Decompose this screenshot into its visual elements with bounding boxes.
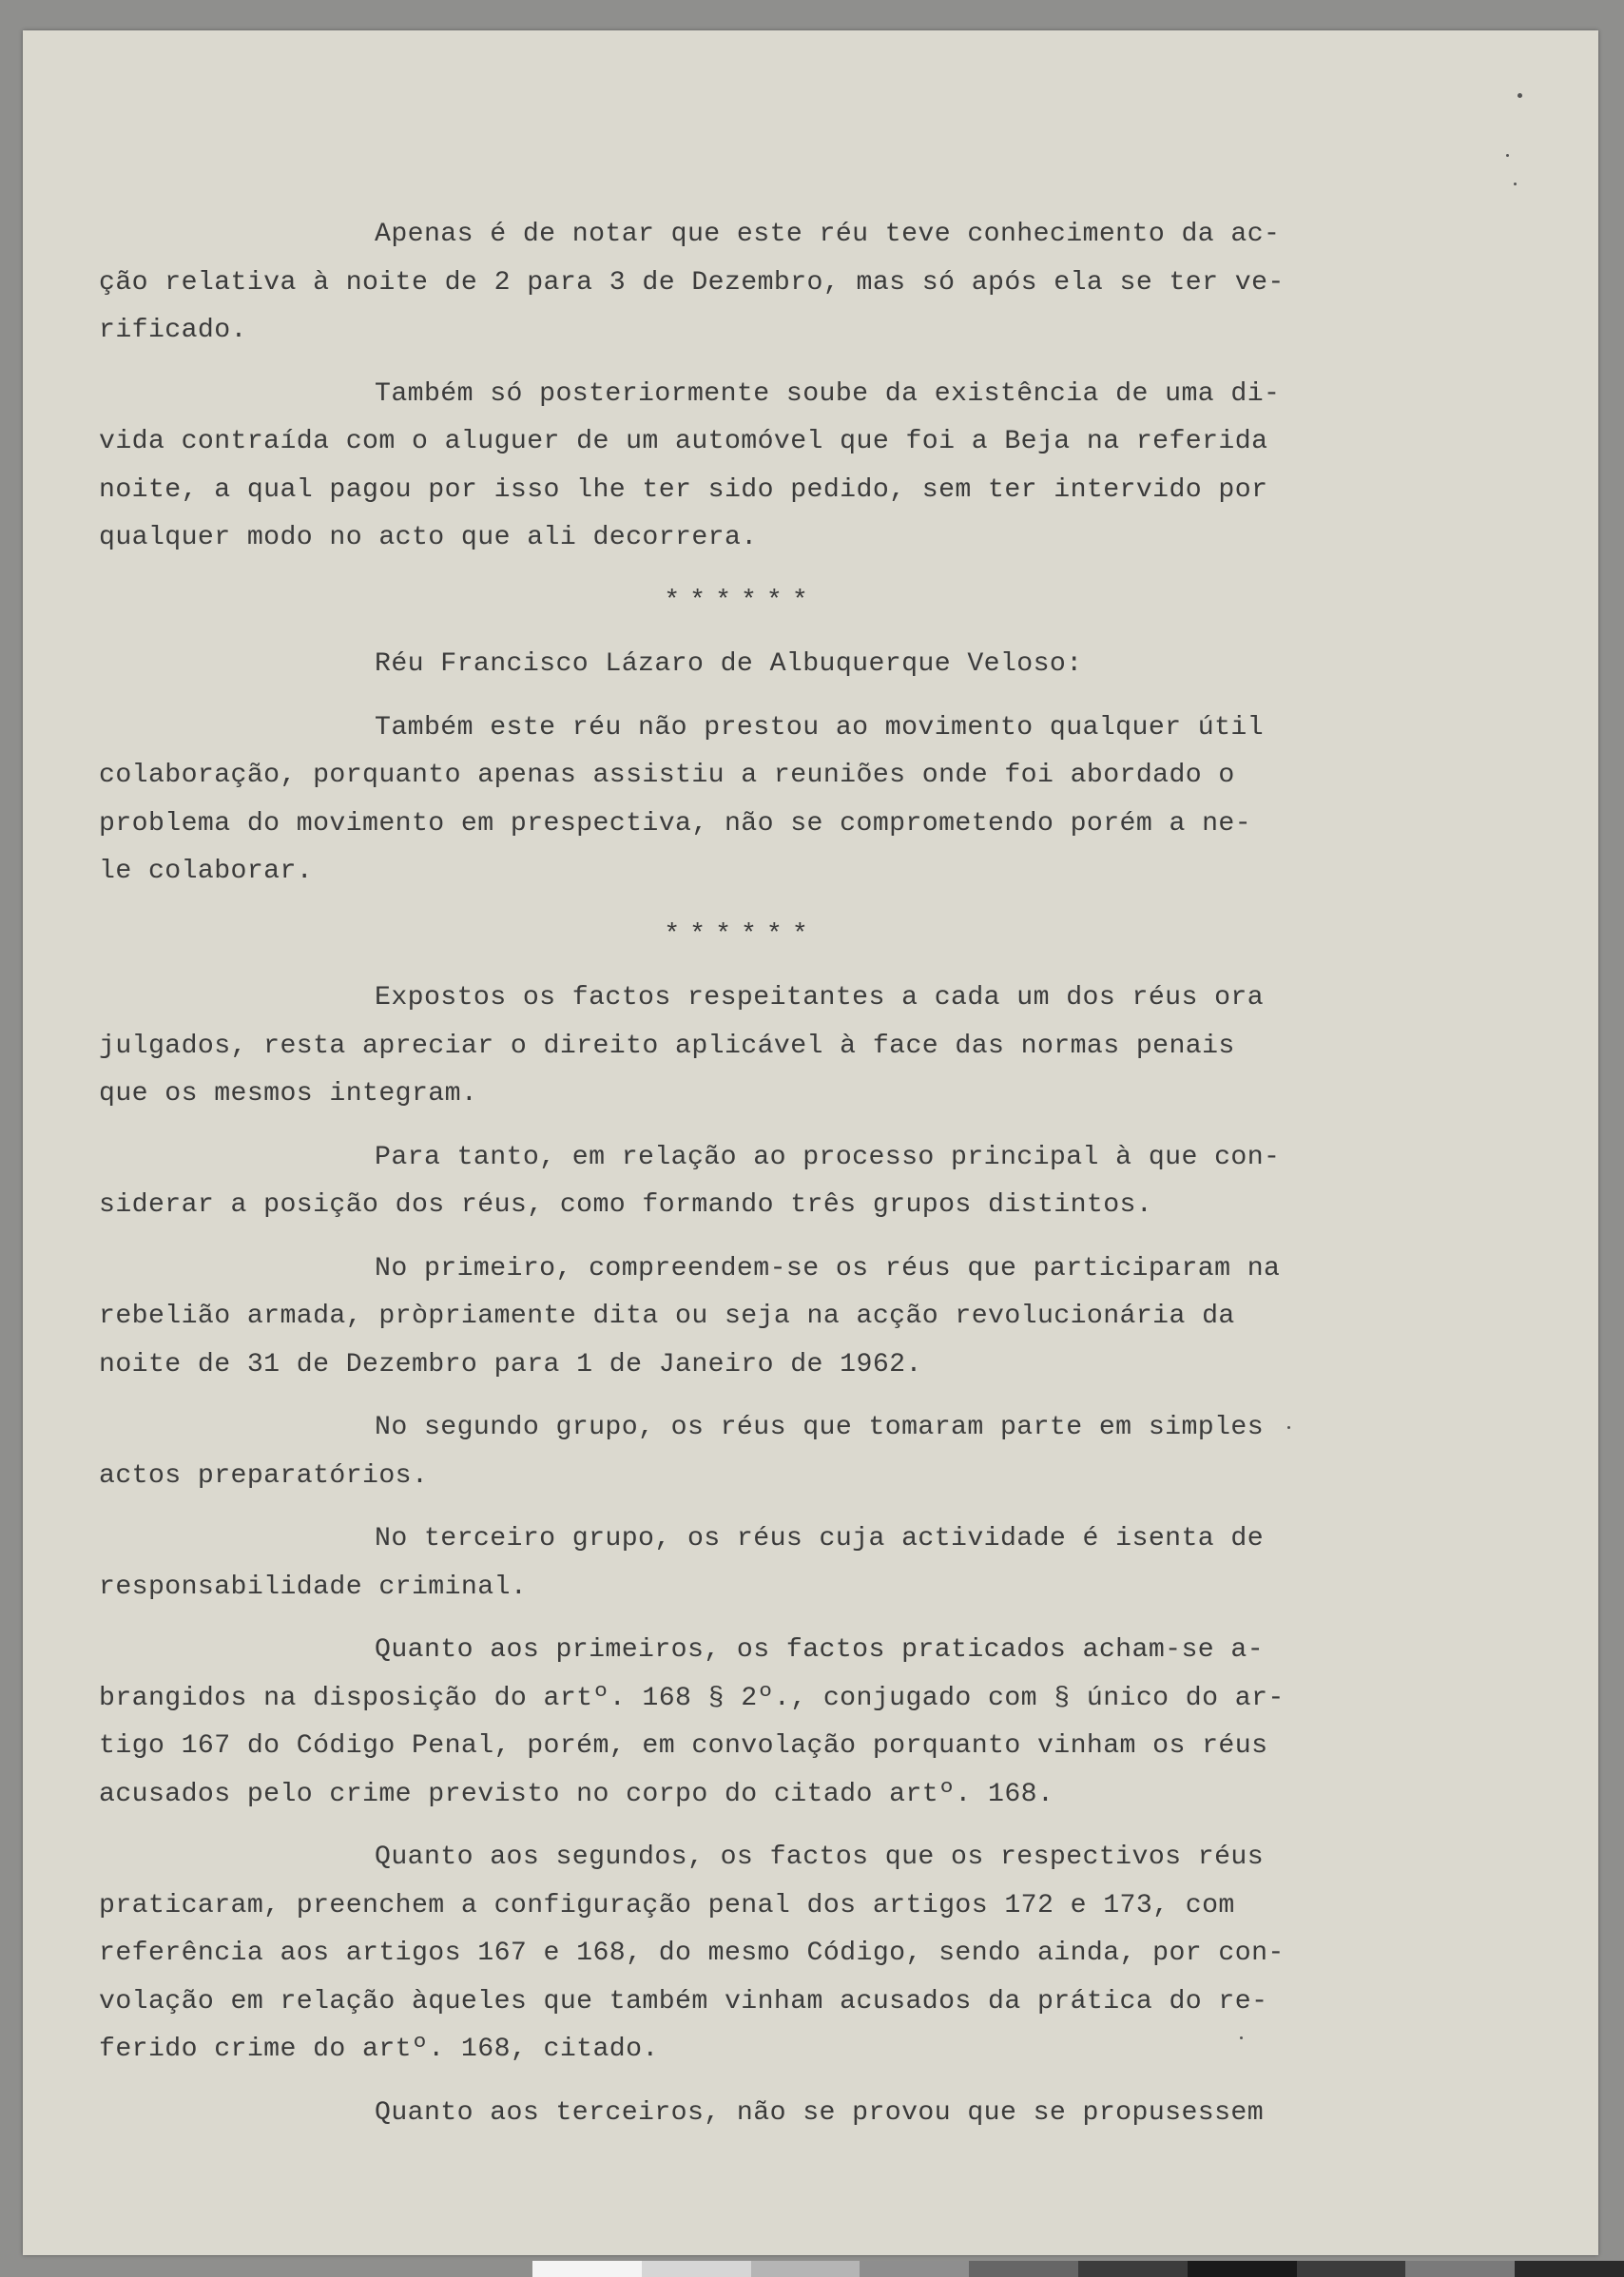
paper-speck xyxy=(1514,183,1517,185)
text-line: que os mesmos integram. xyxy=(99,1079,478,1109)
scale-segment xyxy=(751,2261,860,2277)
text-line: actos preparatórios. xyxy=(99,1460,429,1491)
text-line: praticaram, preenchem a configuração penal dos artigos 172 e 173, com xyxy=(99,1890,1235,1920)
text-line: Quanto aos terceiros, não se provou que se propusessem xyxy=(375,2097,1265,2128)
text-line: siderar a posição dos réus, como formando três grupos distintos. xyxy=(99,1190,1153,1220)
text-line: vida contraída com o aluguer de um automóvel que foi a Beja na referida xyxy=(99,427,1268,456)
text-line: No terceiro grupo, os réus cuja actividade é isenta de xyxy=(375,1524,1265,1553)
paragraph xyxy=(99,704,1354,897)
text-line: Também só posteriormente soube da existência de uma di- xyxy=(375,378,1281,409)
text-line: julgados, resta apreciar o direito aplicável à face das normas penais xyxy=(99,1031,1235,1061)
text-line: ção relativa à noite de 2 para 3 de Dezembro, mas só após ela se ter ve- xyxy=(99,267,1285,298)
text-line: ferido crime do artº. 168, citado. xyxy=(99,2035,659,2064)
text-line: Apenas é de notar que este réu teve conhecimento da ac- xyxy=(375,220,1281,249)
text-line: Quanto aos segundos, os factos que os respectivos réus xyxy=(375,1843,1265,1872)
text-line: Também este réu não prestou ao movimento qualquer útil xyxy=(375,712,1265,743)
paragraph xyxy=(99,1515,1354,1611)
section-separator: ****** xyxy=(664,586,818,616)
text-line: Expostos os factos respeitantes a cada um dos réus ora xyxy=(375,983,1265,1013)
scale-segment xyxy=(1515,2261,1624,2277)
section-separator: ****** xyxy=(664,919,818,950)
text-line: colaboração, porquanto apenas assistiu a reuniões onde foi abordado o xyxy=(99,761,1235,790)
text-line: problema do movimento em prespectiva, não se comprometendo porém a ne- xyxy=(99,808,1252,839)
scale-segment xyxy=(969,2261,1078,2277)
text-line: Réu Francisco Lázaro de Albuquerque Veloso: xyxy=(375,649,1083,679)
text-line: volação em relação àqueles que também vinham acusados da prática do re- xyxy=(99,1986,1268,2016)
text-line: noite, a qual pagou por isso lhe ter sido pedido, sem ter intervido por xyxy=(99,474,1268,505)
scale-segment xyxy=(532,2261,642,2277)
text-line: Para tanto, em relação ao processo principal à que con- xyxy=(375,1142,1281,1172)
text-line: responsabilidade criminal. xyxy=(99,1572,528,1602)
scale-segment xyxy=(642,2261,751,2277)
paragraph xyxy=(99,2090,1354,2138)
text-line: No segundo grupo, os réus que tomaram parte em simples xyxy=(375,1413,1265,1442)
paragraph xyxy=(99,371,1354,563)
document-body xyxy=(99,211,1354,2152)
scale-segment xyxy=(1405,2261,1515,2277)
paragraph xyxy=(99,1245,1354,1390)
text-line: referência aos artigos 167 e 168, do mesmo Código, sendo ainda, por con- xyxy=(99,1939,1285,1968)
scale-segment xyxy=(1188,2261,1297,2277)
paragraph xyxy=(99,974,1354,1119)
text-line: No primeiro, compreendem-se os réus que participaram na xyxy=(375,1253,1281,1283)
text-line: qualquer modo no acto que ali decorrera. xyxy=(99,523,758,552)
defendant-heading xyxy=(99,641,1354,689)
text-line: rificado. xyxy=(99,316,247,345)
paper-speck xyxy=(1287,1426,1290,1429)
text-line: Quanto aos primeiros, os factos praticados acham-se a- xyxy=(375,1635,1265,1665)
paper-speck xyxy=(1518,93,1522,98)
text-line: noite de 31 de Dezembro para 1 de Janeiro de 1962. xyxy=(99,1349,922,1380)
paragraph xyxy=(99,1404,1354,1500)
paper-speck xyxy=(1240,2036,1243,2039)
scale-segment xyxy=(860,2261,969,2277)
paragraph xyxy=(99,211,1354,356)
text-line: acusados pelo crime previsto no corpo do citado artº. 168. xyxy=(99,1779,1054,1809)
paragraph xyxy=(99,1134,1354,1230)
scale-segment xyxy=(1297,2261,1406,2277)
paragraph xyxy=(99,1627,1354,1819)
text-line: le colaborar. xyxy=(99,857,314,886)
text-line: rebelião armada, pròpriamente dita ou seja na acção revolucionária da xyxy=(99,1302,1235,1331)
scan-color-scale xyxy=(532,2261,1624,2277)
text-line: tigo 167 do Código Penal, porém, em convolação porquanto vinham os réus xyxy=(99,1731,1268,1761)
text-line: brangidos na disposição do artº. 168 § 2º., conjugado com § único do ar- xyxy=(99,1683,1285,1713)
scale-segment xyxy=(1078,2261,1188,2277)
document-page xyxy=(23,30,1598,2255)
paragraph xyxy=(99,1834,1354,2074)
paper-speck xyxy=(1506,154,1509,157)
